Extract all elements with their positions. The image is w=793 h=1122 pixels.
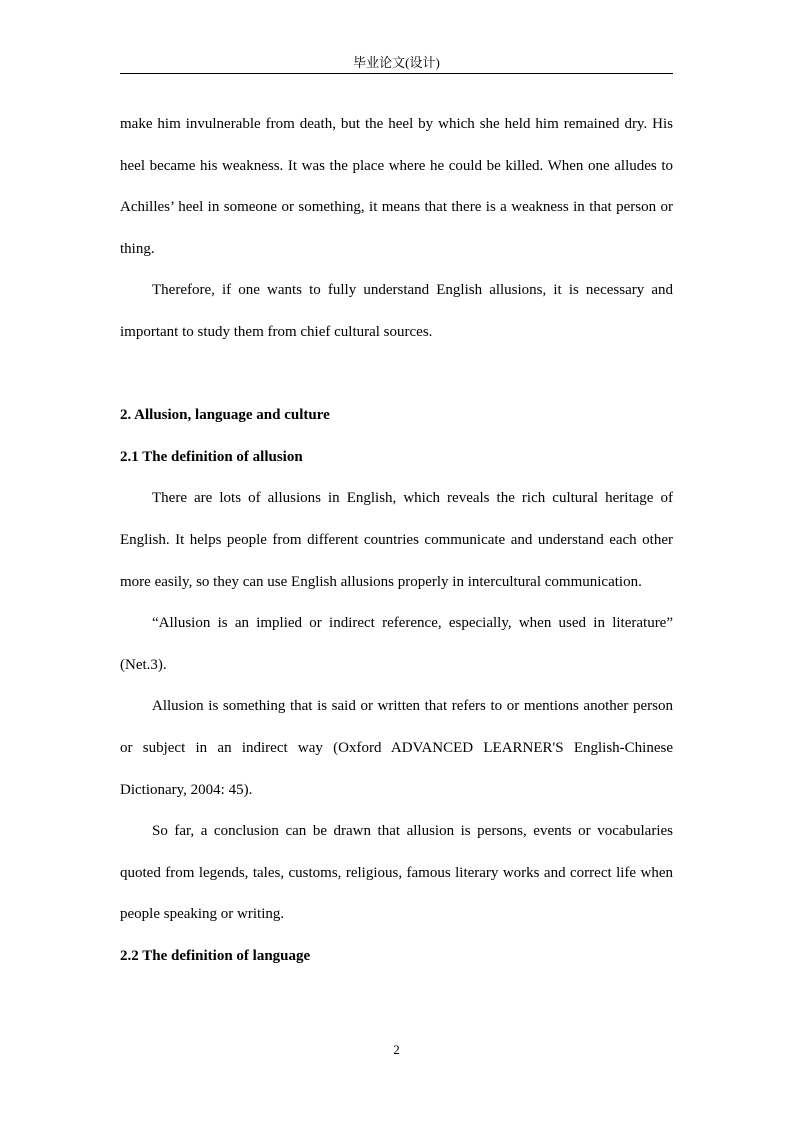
section-heading: 2. Allusion, language and culture [120,407,330,424]
section-spacer [120,354,673,396]
page-header: 毕业论文(设计) [353,55,440,70]
paragraph-conclusion: So far, a conclusion can be drawn that allusion is persons, events or vocabularies quoted from legends, tales, customs, religious, famous literary works and correct life when people speaking or writing. [120,823,673,923]
paragraph-lots-of-allusions: There are lots of allusions in English, which reveals the rich cultural heritage of English. It helps people from different countries communicate and understand each other more easily, so they can use English allusions properly in intercultural communication. [120,490,673,590]
page-number: 2 [393,1042,400,1057]
paragraph-allusion-oxford: Allusion is something that is said or written that refers to or mentions another person or subject in an indirect way (Oxford ADVANCED LEARNER'S English-Chinese Dictionary, 2004: 45). [120,698,673,798]
paragraph-achilles: make him invulnerable from death, but the heel by which she held him remained dry. His heel became his weakness. It was the place where he could be killed. When one alludes to Achilles’ heel in someone or something, it means that there is a weakness in that person or thing. [120,116,673,257]
subsection-heading-allusion: 2.1 The definition of allusion [120,448,303,465]
paragraph-therefore: Therefore, if one wants to fully understand English allusions, it is necessary and important to study them from chief cultural sources. [120,282,673,340]
paragraph-allusion-quote: “Allusion is an implied or indirect reference, especially, when used in literature” (Net.3). [120,615,673,673]
subsection-heading-language: 2.2 The definition of language [120,947,311,964]
body-text [120,104,673,977]
header-rule [120,73,673,74]
